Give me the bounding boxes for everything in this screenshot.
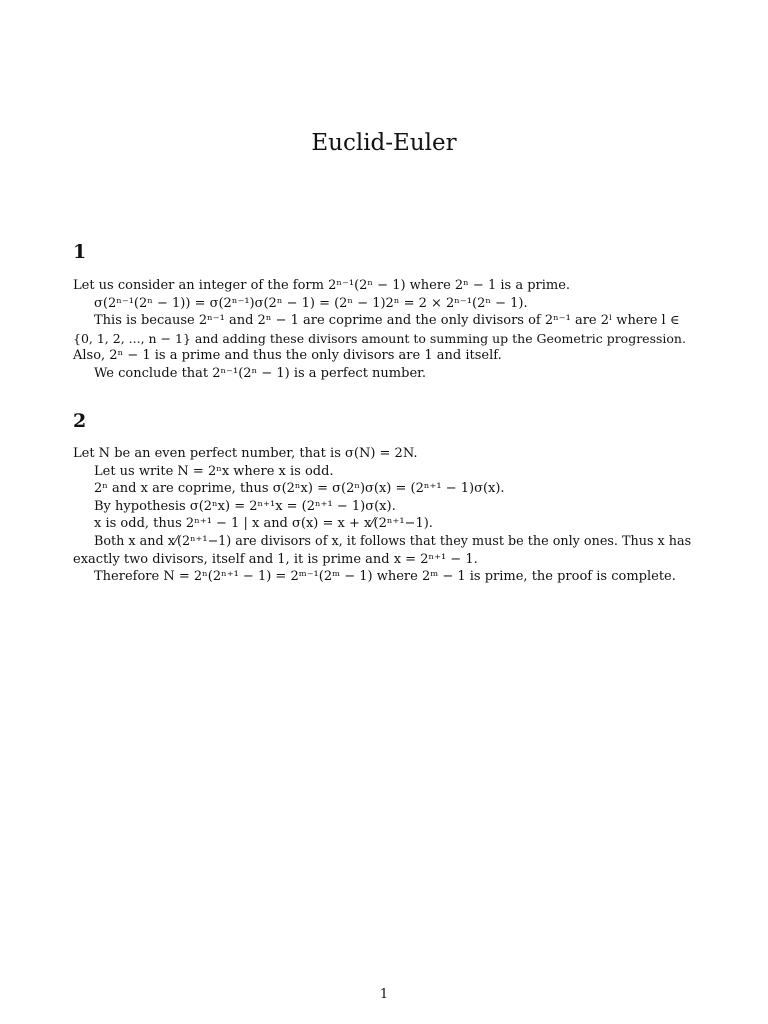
paragraph-line: exactly two divisors, itself and 1, it is prime and x = 2ⁿ⁺¹ − 1. [73, 551, 478, 567]
section-2-body [73, 445, 695, 586]
paragraph-line: 2ⁿ and x are coprime, thus σ(2ⁿx) = σ(2ⁿ)σ(x) = (2ⁿ⁺¹ − 1)σ(x). [94, 481, 505, 497]
paragraph-line: σ(2ⁿ⁻¹(2ⁿ − 1)) = σ(2ⁿ⁻¹)σ(2ⁿ − 1) = (2ⁿ − 1)2ⁿ = 2 × 2ⁿ⁻¹(2ⁿ − 1). [94, 295, 528, 311]
section-1-body [73, 277, 695, 383]
page-number: 1 [379, 987, 389, 1002]
paragraph-line: Also, 2ⁿ − 1 is a prime and thus the only divisors are 1 and itself. [73, 348, 502, 364]
paragraph-line: {0, 1, 2, ..., n − 1} and adding these divisors amount to summing up the Geometric progression. [73, 330, 686, 346]
paragraph-line: By hypothesis σ(2ⁿx) = 2ⁿ⁺¹x = (2ⁿ⁺¹ − 1)σ(x). [94, 498, 396, 514]
paragraph-line: This is because 2ⁿ⁻¹ and 2ⁿ − 1 are coprime and the only divisors of 2ⁿ⁻¹ are 2ˡ where l ∈ [94, 313, 680, 329]
paragraph-line: Let us consider an integer of the form 2ⁿ⁻¹(2ⁿ − 1) where 2ⁿ − 1 is a prime. [73, 278, 571, 293]
section-heading-1: 1 [73, 241, 87, 263]
paragraph-line: Therefore N = 2ⁿ(2ⁿ⁺¹ − 1) = 2ᵐ⁻¹(2ᵐ − 1) where 2ᵐ − 1 is prime, the proof is complete. [94, 569, 676, 585]
document-title: Euclid-Euler [311, 130, 457, 156]
section-heading-2: 2 [73, 410, 87, 432]
paragraph-line: We conclude that 2ⁿ⁻¹(2ⁿ − 1) is a perfect number. [94, 365, 427, 381]
paragraph-line: Let us write N = 2ⁿx where x is odd. [94, 463, 334, 479]
paragraph-line: x is odd, thus 2ⁿ⁺¹ − 1 | x and σ(x) = x + x⁄(2ⁿ⁺¹−1). [94, 516, 433, 532]
paragraph-line: Both x and x⁄(2ⁿ⁺¹−1) are divisors of x, it follows that they must be the only ones. Thus x has [94, 533, 692, 549]
paragraph-line: Let N be an even perfect number, that is σ(N) = 2N. [73, 446, 418, 461]
